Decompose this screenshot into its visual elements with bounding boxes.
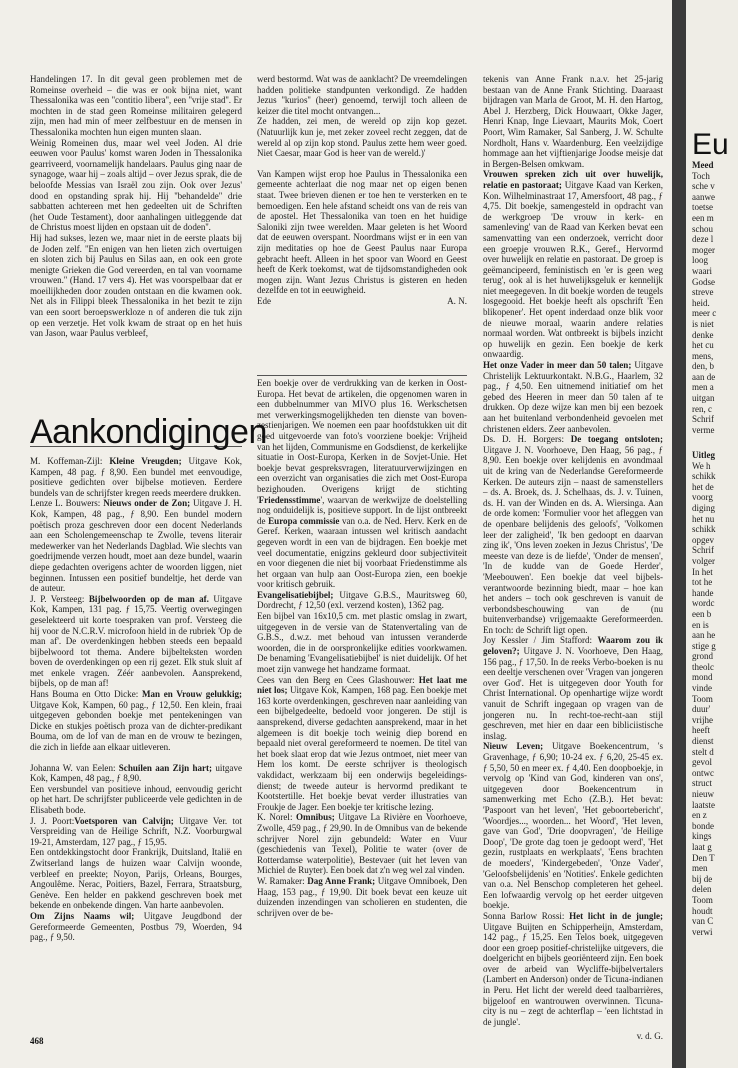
next-page-line: duur' xyxy=(692,704,711,715)
next-page-column-b xyxy=(692,450,716,937)
next-page-line: vinde xyxy=(692,683,712,694)
next-page-line: schikk xyxy=(692,471,716,482)
next-page-line: een b xyxy=(692,608,712,619)
next-page-line: uitgan xyxy=(692,393,715,404)
paragraph: werd bestormd. Wat was de aanklacht? De vreemdelingen hadden politieke standpunten verkondigd. Ze hadden Jezus ''kurios'' (heer) genoemd, terwijl toch alleen de keizer die titel mocht ontvangen... xyxy=(257,74,467,116)
next-page-line: denke xyxy=(692,329,714,340)
next-page-line: Schrif xyxy=(692,545,714,556)
paragraph: Weinig Romeinen dus, maar wel veel Joden. Al drie eeuwen voor Paulus' komst waren Joden in Thessalonika gearriveerd, voornamelijk handelaars. Paulus ging naar de synagoge, waar hij – zoals altijd – over Jezus sprak, die de beloofde Messias van Israël zou zijn. Ook over Jezus' dood en opstanding sprak hij. Hij ''behandelde'' drie sabbatten achtereen met hen gedeelten uit de Schriften (het Oude Testament), door aanhalingen uitleggende dat de Christus moest lijden en opstaan uit de doden''. xyxy=(30,137,242,233)
announcement-item: Johanna W. van Eelen: Schuilen aan Zijn hart; uitgave Kok, Kampen, 48 pag., ƒ 8,90. xyxy=(30,762,242,784)
next-page-line: Meed xyxy=(692,160,714,170)
next-page-line: struct xyxy=(692,778,712,789)
next-page-column-a xyxy=(692,160,716,435)
next-page-line: waari xyxy=(692,265,712,276)
announcement-item: Een ontdekkingstocht door Frankrijk, Duitsland, Italië en Zwitserland langs de huizen waar Calvijn woonde, verbleef en preekte; Noyon, Parijs, Orleans, Bourges, Angoulême. Nerac, Poitiers, Bazel, Ferrara, Straatsburg, Genève. Een helder en pakkend geschreven boek met bekende en onbekende dingen. Van harte aanbevolen. xyxy=(30,847,242,911)
next-page-line: van C xyxy=(692,916,714,927)
next-page-line: mond xyxy=(692,672,713,683)
next-page-line: Godse xyxy=(692,276,715,287)
announcement-item: Nieuw Leven; Uitgave Boekencentrum, 's Gravenhage, ƒ 6,90; 10-24 ex. ƒ 6,20, 25-45 ex. ƒ 5,50, 50 en meer ex. ƒ 4,40. Een doopboekje, in vervolg op 'Kind van God, kinderen van ons', uitgegeven door Boekencentrum in samenwerking met Echo (Z.B.). Het bevat: 'Paspoort van het leven', 'Het geboortebericht', 'Woordjes..., woorden... het Woord', 'Het leven, gave van God', 'Drie doopvragen', 'de Heilige Doop', 'De grote dag toen je gedoopt werd', 'Het gezin, rustplaats en werkplaats', 'Eens brachten de moeders', 'Kindergebeden', 'Onze Vader', 'Geloofsbelijdenis' en 'Notities'. Enkele gedichten van o.a. Nel Benschop completeren het geheel. Een lofwaardig vervolg op het eerder uitgeven boekje. xyxy=(483,741,663,911)
announcement-item: Hans Bouma en Otto Dicke: Man en Vrouw gelukkig; Uitgave Kok, Kampen, 60 pag., ƒ 12,50. Een klein, fraai uitgegeven gebonden boekje met pentekeningen van Dicke en stukjes poëtisch proza van de dichter-predikant Bouma, om de lof van de man en de vrouw te bezingen, die zich in liefde aan elkaar uitleveren. xyxy=(30,689,242,753)
announcement-item: K. Norel: Omnibus; Uitgave La Rivière en Voorhoeve, Zwolle, 459 pag., ƒ 29,90. In de Omnibus van de bekende schrijver Norel zijn gebundeld: Water en Vuur (geschiedenis van Texel), Politie te water (over de Rotterdamse waterpolitie), Bestevaer (uit het leven van Michiel de Ruyter). Een boek dat z'n weg wel zal vinden. xyxy=(257,812,467,876)
section-heading: Aankondigingen xyxy=(30,413,267,451)
book-gutter xyxy=(672,0,686,1068)
signature-initials: A. N. xyxy=(447,295,467,306)
next-page-line: den, b xyxy=(692,361,714,372)
next-page-line: kings xyxy=(692,831,712,842)
next-page-line: schou xyxy=(692,223,713,234)
next-page-line: laatste xyxy=(692,799,715,810)
announcement-item: Een bijbel van 16x10,5 cm. met plastic omslag in zwart, uitgegeven in de versie van de Statenvertaling van de G.B.S., d.w.z. met behoud van intussen veranderde woorden, die in de oorspronkelijke edities voorkwamen. De benaming 'Evangelisatiebijbel' is niet duidelijk. Of het moet zijn vanwege het handzame formaat. xyxy=(257,611,467,675)
next-page-line: grond xyxy=(692,651,713,662)
next-page-line: Toch xyxy=(692,170,710,181)
announcement-item: W. Ramaker: Dag Anne Frank; Uitgave Omniboek, Den Haag, 153 pag., ƒ 19,90. Dit boek bevat een keuze uit duizenden inzendingen van scholieren en studenten, die schrijven over de be- xyxy=(257,875,468,918)
next-page-line: aan de xyxy=(692,371,716,382)
signature-place: Ede xyxy=(257,295,272,306)
next-page-heading: Eu xyxy=(692,128,729,161)
next-page-line: en is xyxy=(692,619,709,630)
next-page-line: nieuw xyxy=(692,789,714,799)
paragraph: Handelingen 17. In dit geval geen problemen met de Romeinse overheid – die was er ook bijna niet, want Thessalonika was een ''contitio libera'', een ''vrije stad''. Er mochten in de stad geen Romeinse militairen gelegerd zijn, men had min of meer zelfbestuur en de mensen in Thessalonika mochten hun eigen munten slaan. xyxy=(30,74,242,137)
paragraph: Ze hadden, zei men, de wereld op zijn kop gezet. (Natuurlijk kun je, met zeker zoveel recht zeggen, dat de wereld al op zijn kop stond. Paulus zette hem weer goed. Niet Caesar, maar God is heer van de wereld.)' xyxy=(257,116,467,159)
paragraph: Van Kampen wijst erop hoe Paulus in Thessalonika een gemeente achterlaat die nog maar net op eigen benen staat. Twee brieven dienen er toe hen te versterken en te bemoedigen. Een hele afstand scheidt ons van de reis van de apostel. Het Thessalonika van toen en het huidige Saloniki zijn twee werelden. Maar geleten is het Woord dat de eeuwen overspant. Noordmans wijst er in een van zijn meditaties op hoe de Geest Paulus naar Europa gebracht heeft. Alleen in het spoor van Woord en Geest heeft de Kerk toekomst, wat de tijdsomstandigheden ook mogen zijn. Want Jezus Christus is gisteren en heden dezelfde en tot in eeuwigheid. xyxy=(257,168,467,296)
column-1-top xyxy=(30,74,242,339)
next-page-line: wordc xyxy=(692,598,715,609)
next-page-line: stelt d xyxy=(692,746,714,757)
announcement-item: Het onze Vader in meer dan 50 talen; Uitgave Christelijk Lektuurkontakt. N.B.G., Haarlem, 32 pag., ƒ 4,50. Een uitnemend initiatief om het gebed des Heeren in meer dan 50 talen af te drukken. Op deze wijze kan men bij een bezoek aan het buitenland verbondenheid gevoelen met christenen elders. Zeer aanbevolen. xyxy=(483,360,664,434)
next-page-line: men a xyxy=(692,382,714,393)
next-page-line: heeft xyxy=(692,725,710,736)
next-page-line: het de xyxy=(692,481,714,492)
next-page-line: bonde xyxy=(692,820,714,831)
next-page-line: voorg xyxy=(692,492,713,503)
next-page-line: deze l xyxy=(692,234,714,245)
announcement-item: Ds. D. H. Borgers: De toegang ontsloten; Uitgave J. N. Voorhoeve, Den Haag, 56 pag., ƒ 8,90. Een boekje over kelijdenis en avondmaal uit de kring van de Nederlandse Gereformeerde Kerken. De auteurs zijn – naast de samenstellers – ds. A. Broek, ds. J. Schelhaas, ds. J. v. Tuinen, ds. H. van der Winden en ds. A. Wiersinga. Aan de orde komen: 'Formulier voor het afleggen van de openbare belijdenis des geloofs', 'Volkomen leer der zaligheid', 'Ik ben gedoopt en daarvan zing ik', 'Ons leven zoeken in Jezus Christus', 'De meeste van deze is de liefde', 'Onder de mensen', 'In de kudde van de Goede Herder', 'Meebouwen'. Een boekje dat veel bijbels-verantwoorde bezinning biedt, maar – hoe kan het anders – toch ook geschreven is vanuit de verbondsbeschouwing van de (nu buitenverbandse) vrijgemaakte Gereformeerden. En toch: de Schrift ligt open. xyxy=(483,434,663,635)
next-page-line: Schrif xyxy=(692,414,714,425)
next-page-line: diging xyxy=(692,502,716,513)
next-page-line: bij de xyxy=(692,873,713,884)
next-page-line: ren, c xyxy=(692,403,712,414)
next-page-line: het cu xyxy=(692,340,714,351)
next-page-line: meer c xyxy=(692,308,717,319)
next-page-line: We h xyxy=(692,460,711,471)
next-page-line: vrijhe xyxy=(692,714,713,725)
next-page-line: Toom xyxy=(692,894,713,905)
next-page-line: volger xyxy=(692,555,715,566)
next-page-line: laat g xyxy=(692,841,712,852)
next-page-line: tot he xyxy=(692,577,713,588)
announcement-item: Om Zijns Naams wil; Uitgave Jeugdbond der Gereformeerde Gemeenten, Postbus 79, Woerden, 94 pag., ƒ 9,50. xyxy=(30,910,242,943)
announcement-item: Sonna Barlow Rossi: Het licht in de jungle; Uitgave Buijten en Schipperheijn, Amsterdam, 142 pag., ƒ 15,25. Een Telos boek, uitgegeven door een groep positief-christelijke uitgevers, die doelgericht en bijbels georiënteerd zijn. Een boek over de arbeid van Wycliffe-bijbelvertalers (Lambert en Anderson) onder de Ticuna-indianen in Peru. Het licht der wereld deed taalbarrières, bijgeloof en wantrouwen overwinnen. Ticuna-city is nu – zegt de achterflap – 'een lichtstad in de jungle'. xyxy=(483,910,663,1027)
next-page-line: ontwc xyxy=(692,767,714,778)
announcement-item: Cees van den Berg en Cees Glashouwer: Het laat me niet los; Uitgave Kok, Kampen, 168 pag. Een boekje met 163 korte overdenkingen, geschreven naar aanleiding van een bijbelgedeelte, bedoeld voor jongeren. De stijl is aansprekend, diverse gedachten aansprekend, maar in het algemeen is dit boekje toch weinig diep borend en bepaald niet overal gereformeerd te noemen. De titel van het boek slaat erop dat wie Jezus ontmoet, niet meer van Hem los komt. De eerste schrijver is theologisch vakdidact, werkzaam bij een onderwijs begeleidings-dienst; de tweede auteur is hervormd predikant te Kootstertille. Het boekje bevat verder illustraties van Froukje de Jager. Een boekje ter kritische lezing. xyxy=(257,674,468,812)
next-page-line: Den T xyxy=(692,852,715,863)
next-page-line: verme xyxy=(692,424,715,435)
next-page-line: stige g xyxy=(692,640,716,651)
next-page-line: opgev xyxy=(692,534,714,545)
next-page-line: hande xyxy=(692,587,714,598)
next-page-line: Uitleg xyxy=(692,450,715,460)
next-page-line: moger xyxy=(692,244,715,255)
paragraph xyxy=(257,159,467,169)
column-1-announcements xyxy=(30,456,242,943)
next-page-line: en z xyxy=(692,810,707,821)
paragraph: Hij had sukses, lezen we, maar niet in de eerste plaats bij de Joden zelf. ''En enigen van hen lieten zich overtuigen en sloten zich bij Paulus en Silas aan, en ook een grote menigte Grieken die God vereerden, en tal van voorname vrouwen.'' (Hand. 17 vers 4). Het was voorspelbaar dat er moeilijkheden door zouden ontstaan en die kwamen ook. Net als in Filippi bleek Thessalonika in het bezit te zijn van een soort beroepswerkloze n of anderen die tuk zijn op een verzetje. Het volk kwam de straat op en het huis van Jason, waar Paulus verbleef, xyxy=(30,232,242,339)
next-page-line: aan he xyxy=(692,630,716,641)
announcement-item: J. P. Versteeg: Bijbelwoorden op de man af. Uitgave Kok, Kampen, 131 pag. ƒ 15,75. Veertig overwegingen geselekteerd uit korte toespraken van prof. Versteeg die hij voor de N.C.R.V. microfoon hield in de rubriek 'Op de man af'. De overdenkingen hebben steeds een bepaald bijbelwoord tot thema. Andere bijbelteksten worden boven de overdenkingen op een rij gezet. Elk stuk sluit af met enkele vragen. Zéér aanbevolen. Aansprekend, bijbels, op de man af! xyxy=(30,593,242,689)
announcement-item: Lenze L. Bouwers: Nieuws onder de Zon; Uitgave J. H. Kok, Kampen, 48 pag., ƒ 8,90. Een bundel modern poëtisch proza geschreven door een docent Nederlands aan een Scholengemeenschap te Zwolle, tevens literair medewerker van het Nederlands Dagblad. Wie slechts van goedrijmende verzen houdt, moet aan deze bundel, waarin diepe gedachten overigens achter de woorden liggen, niet beginnen. Intussen een positief bundeltje, het derde van de auteur. xyxy=(30,498,242,594)
next-page-line: men xyxy=(692,863,708,874)
announcement-item: J. J. Poort:Voetsporen van Calvijn; Uitgave Ver. tot Verspreiding van de Heilige Schrift, N.Z. Voorburgwal 19-21, Amsterdam, 127 pag., ƒ 15,95. xyxy=(30,815,242,847)
next-page-line: schikk xyxy=(692,524,716,535)
announcement-item: tekenis van Anne Frank n.a.v. het 25-jarig bestaan van de Anne Frank Stichting. Daaraast bijdragen van Marla de Groot, M. H. den Hartog, Abel J. Herzberg, Dick Houwaart, Okke Jager, Henri Knap, Inge Lievaart, Maurits Mok, Coert Poort, Wim Ramaker, Sal Sanberg, J. W. Schulte Nordholt, Hans v. Waardenburg. Een veelzijdige hommage aan het vijftienjarige Joodse meisje dat in Bergen-Belsen omkwam. xyxy=(483,74,663,169)
announcement-item: Een boekje over de verdrukking van de kerken in Oost-Europa. Het bevat de artikelen, die opgenomen waren in een dubbelnummer van MIVO plus 16. Werkschetsen met verwerkingsmogelijkheden ten dienste van boven-zestienjarigen. We noemen een paar hoofdstukken uit dit goed uitgevoerde van foto's voorziene boekje: Vrijheid van het lijden, Communisme en Godsdienst, de kerkelijke situatie in Oost-Europa, Kerken in de Sovjet-Unie. Het boekje bevat gespreksvragen, literatuurverwijzingen en een overzicht van organisaties die zich met Oost-Europa bezighouden. Overigens krijgt de stichting 'Friedensstimme', waarvan de werkwijze de doelstelling nog onduidelijk is, positieve support. In de lijst ontbreekt de Europa commissie van o.a. de Ned. Herv. Kerk en de Geref. Kerken, waaraan intussen wel kritisch aandacht gegeven wordt in een van de bijdragen. Een boekje met veel documentatie, enigzins gekleurd door subjectiviteit en voor diegenen die niet bij voorbaat Friedenstimme als het orgaan van hulp aan Oost-Europa zien, een boekje voor kritisch gebruik. xyxy=(257,378,467,590)
next-page-edge xyxy=(686,0,738,1068)
next-page-line: streve xyxy=(692,287,714,298)
next-page-line: aanwe xyxy=(692,191,715,202)
next-page-line: delen xyxy=(692,884,712,895)
next-page-line: theolc xyxy=(692,661,714,672)
next-page-line: In het xyxy=(692,566,713,577)
next-page-line: houdt xyxy=(692,905,713,916)
next-page-line: toetse xyxy=(692,202,713,213)
next-page-line: dienst xyxy=(692,736,714,747)
next-page-line: het nu xyxy=(692,513,715,524)
column-divider xyxy=(257,375,467,376)
column-2-top xyxy=(257,74,467,306)
announcement-item: Joy Kessler / Jim Stafford: Waarom zou ik geloven?; Uitgave J. N. Voorhoeve, Den Haag, 156 pag., ƒ 17,50. In de reeks Verbo-boeken is nu een deeltje verschenen over 'Vragen van jongeren over God'. Het is uitgegeven door Youth for Christ International. Op openhartige wijze wordt vanuit de Schrift ingegaan op vragen van de jongeren nu. In recht-toe-recht-aan stijl geschreven, met hier en daar een bibliciistische inslag. xyxy=(483,635,663,741)
next-page-line: loog xyxy=(692,255,709,266)
next-page-line: sche v xyxy=(692,181,715,192)
announcement-item: M. Koffeman-Zijl: Kleine Vreugden; Uitgave Kok, Kampen, 48 pag. ƒ 8,90. Een bundel met eenvoudige, positieve gedichten over bijbelse motieven. Eerdere bundels van de schrijfster kregen reeds meerdere drukken. xyxy=(30,456,242,498)
next-page-line: een m xyxy=(692,212,714,223)
reviewer-signature: v. d. G. xyxy=(636,1031,663,1042)
next-page-line: mens, xyxy=(692,350,714,361)
next-page-line: verwi xyxy=(692,926,713,937)
next-page-line: gevol xyxy=(692,757,712,768)
next-page-line: Toom xyxy=(692,693,713,704)
page-number: 468 xyxy=(30,1036,44,1046)
column-2-announcements xyxy=(257,378,467,918)
next-page-line: is niet xyxy=(692,318,714,329)
column-3-announcements xyxy=(483,74,663,1042)
announcement-item: Evangelisatiebijbel; Uitgave G.B.S., Mauritsweg 60, Dordrecht, ƒ 12,50 (exl. verzend kosten), 1362 pag. xyxy=(257,589,467,611)
next-page-line: heid. xyxy=(692,297,710,308)
article-signature xyxy=(257,296,467,307)
announcement-item xyxy=(30,753,242,763)
announcement-item: Vrouwen spreken zich uit over huwelijk, relatie en pastoraat; Uitgave Kaad van Kerken, Kon. Wilhelminastraat 17, Amersfoort, 48 pag., ƒ 4,75. Dit boekje, samengesteld in opdracht van de werkgroep 'De vrouw in kerk- en samenleving' van de Raad van Kerken bevat een samenvatting van een onderzoek, verricht door een groepje vrouwen R.K., Geref., Hervormd over huwelijk en relatie en pastoraat. De groep is geëmancipeerd, feministisch en 'er is geen weg terug', ook al is het huwelijksgeluk er kennelijk niet meegegeven. In dit boekje worden de teugels losgegooid. Het boekje heeft als opschrift 'Een blikopener'. Het opent inderdaad onze blik voor de nieuwe moraal, waarin andere relaties normaal worden. Wat ontbreekt is bijbels inzicht op huwelijk en gezin. Een boekje de kerk onwaardig. xyxy=(483,169,663,360)
announcement-item: Een versbundel van positieve inhoud, eenvoudig gericht op het hart. De schrijfster publiceerde vele gedichten in de Elisabeth bode. xyxy=(30,783,242,815)
